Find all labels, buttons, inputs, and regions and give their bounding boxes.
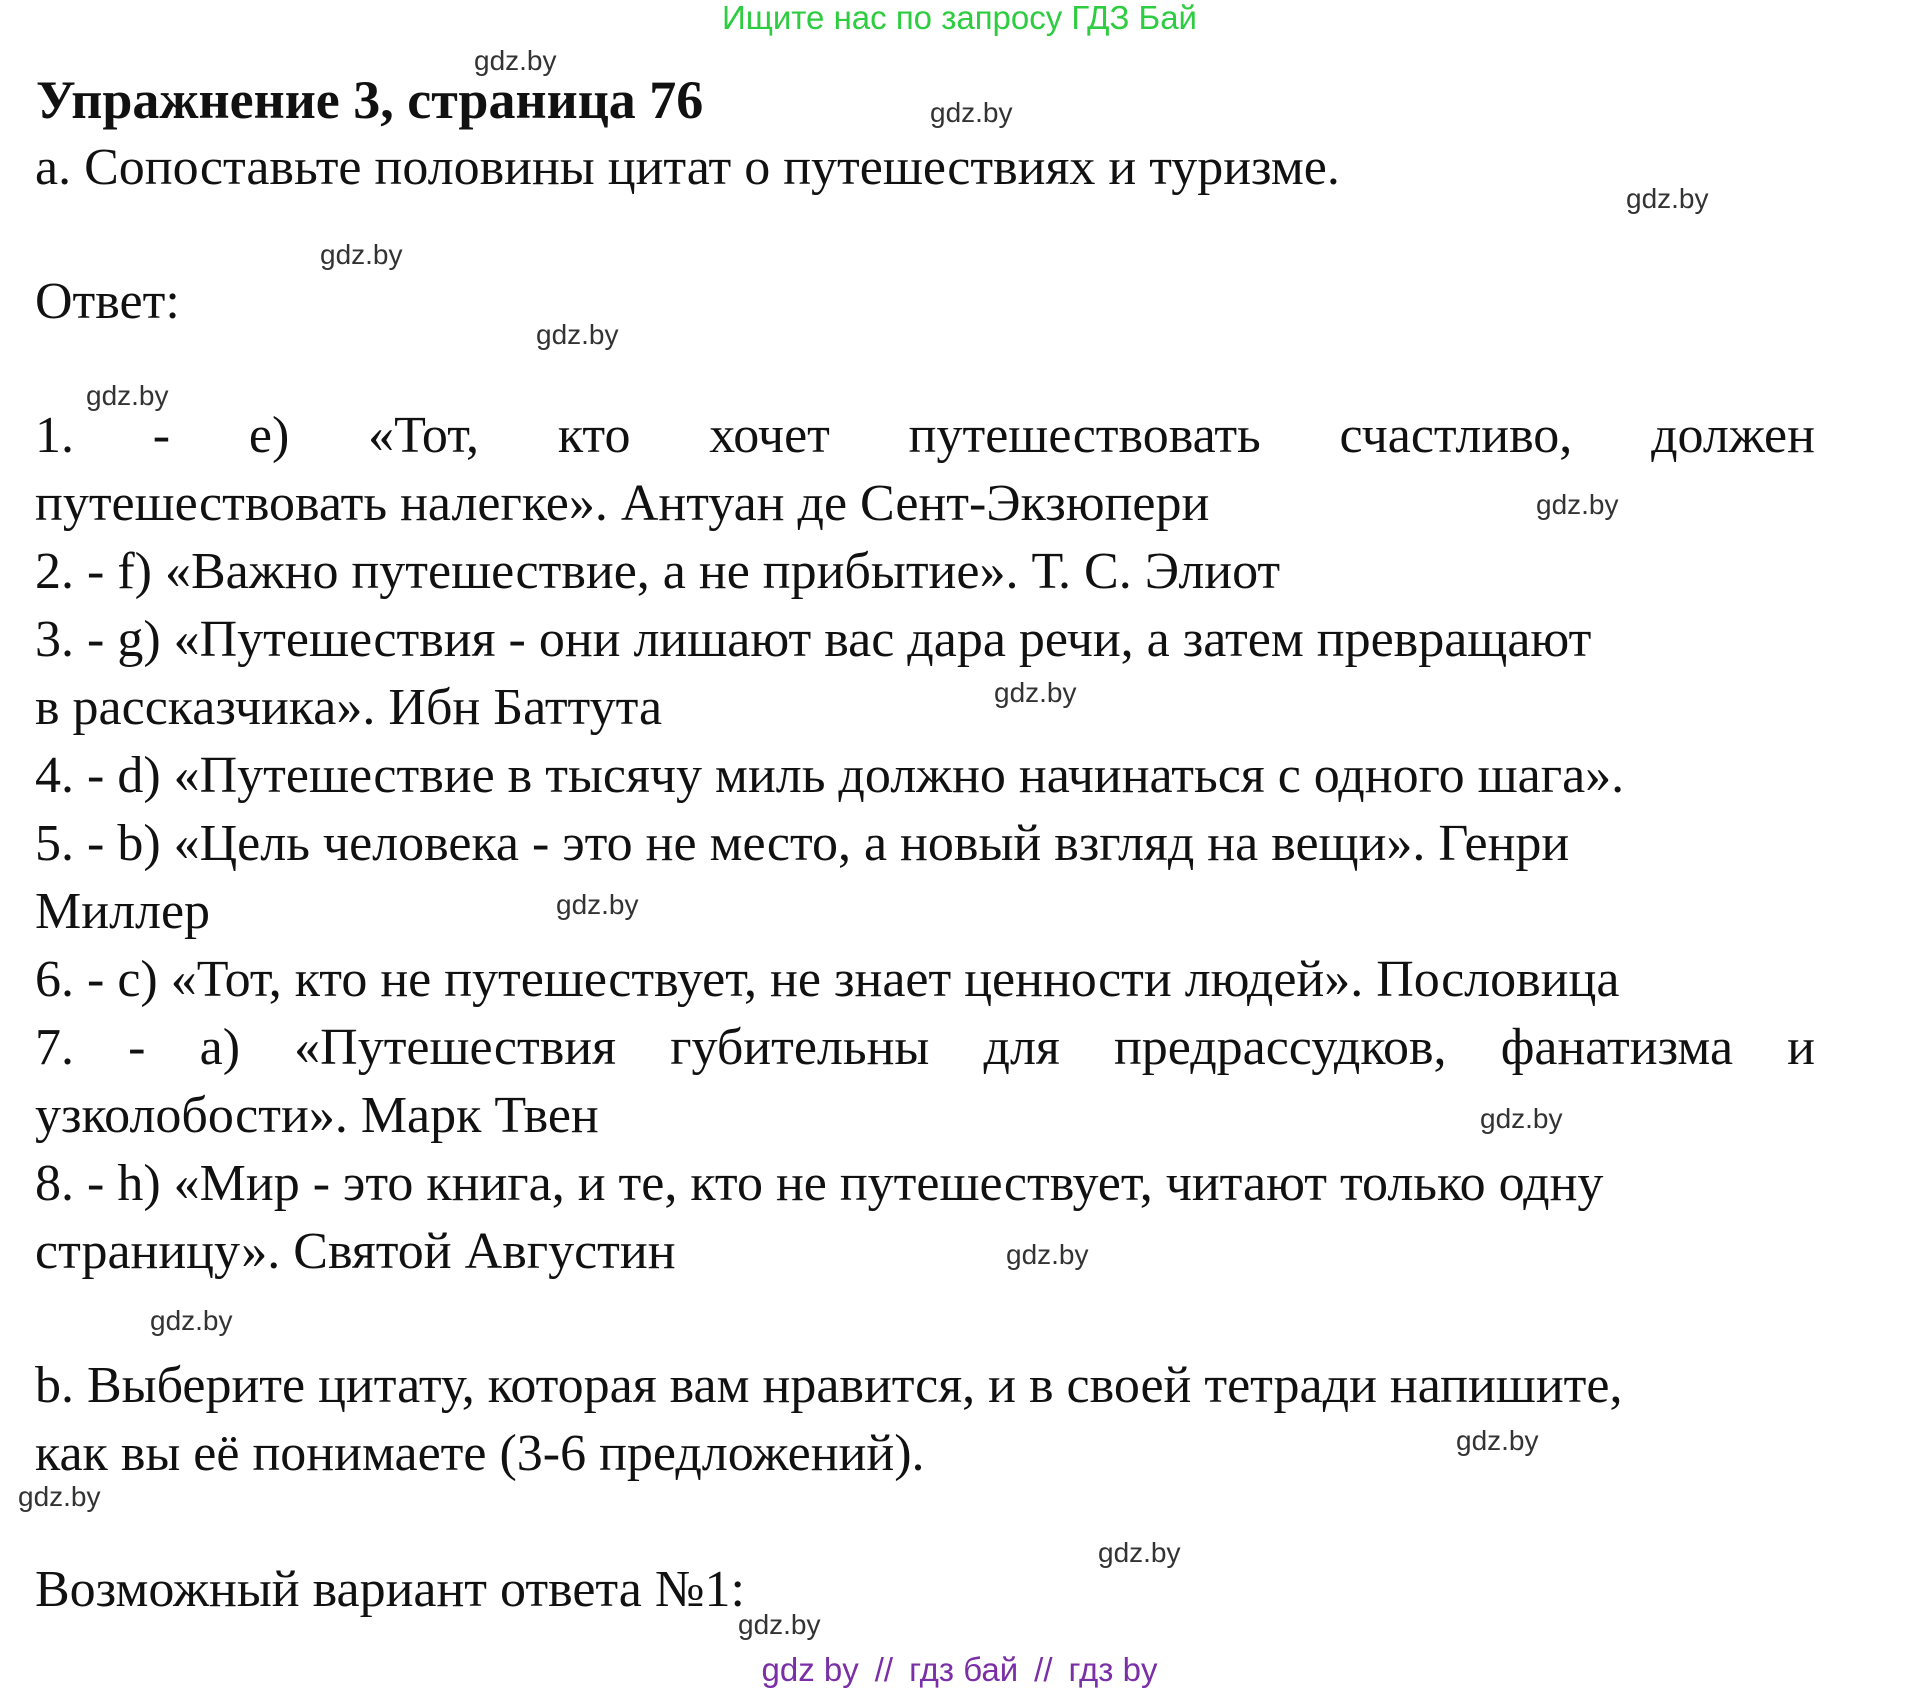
answer-label: Ответ: bbox=[35, 273, 180, 330]
watermark: gdz.by bbox=[930, 97, 1013, 128]
answer-word: - bbox=[128, 1019, 146, 1076]
page-title: Упражнение 3, страница 76 bbox=[36, 70, 704, 130]
answer-word: 7. bbox=[35, 1019, 74, 1076]
watermark: gdz.by bbox=[556, 889, 639, 920]
answer-word: - bbox=[152, 407, 171, 464]
watermark: gdz.by bbox=[86, 380, 169, 411]
answer-7-line-2: узколобости». Марк Твен bbox=[35, 1087, 599, 1144]
answer-word: хочет bbox=[709, 407, 830, 464]
watermark: gdz.by bbox=[1626, 183, 1709, 214]
footer-link-gdz-bai[interactable]: гдз бай bbox=[909, 1651, 1019, 1688]
answer-7-line-1 bbox=[35, 1014, 1815, 1082]
answer-8-line-2: страницу». Святой Августин bbox=[35, 1223, 676, 1280]
variant-label: Возможный вариант ответа №1: bbox=[35, 1561, 745, 1618]
footer-link-gdz-by-2[interactable]: гдз by bbox=[1068, 1651, 1158, 1688]
watermark: gdz.by bbox=[1536, 489, 1619, 520]
watermark: gdz.by bbox=[536, 319, 619, 350]
answer-2: 2. - f) «Важно путешествие, а не прибытие». Т. С. Элиот bbox=[35, 543, 1281, 600]
watermark: gdz.by bbox=[320, 239, 403, 270]
answer-word: должен bbox=[1651, 407, 1815, 464]
footer-separator: // bbox=[1034, 1651, 1053, 1688]
answer-word: предрассудков, bbox=[1113, 1019, 1447, 1076]
watermark: gdz.by bbox=[1006, 1239, 1089, 1270]
footer-links bbox=[0, 1652, 1919, 1688]
answer-word: «Тот, bbox=[368, 407, 480, 464]
watermark: gdz.by bbox=[474, 45, 557, 76]
answer-word: счастливо, bbox=[1339, 407, 1573, 464]
answer-word: путешествовать bbox=[908, 407, 1261, 464]
watermark: gdz.by bbox=[150, 1305, 233, 1336]
answer-word: a) bbox=[199, 1019, 241, 1076]
answer-5-line-2: Миллер bbox=[35, 883, 211, 940]
task-b-line-2: как вы её понимаете (3-6 предложений). bbox=[35, 1425, 925, 1482]
answer-word: e) bbox=[248, 407, 290, 464]
watermark: gdz.by bbox=[738, 1609, 821, 1640]
watermark: gdz.by bbox=[1480, 1103, 1563, 1134]
answer-3-line-1: 3. - g) «Путешествия - они лишают вас дара речи, а затем превращают bbox=[35, 611, 1592, 668]
answer-8-line-1: 8. - h) «Мир - это книга, и те, кто не путешествует, читают только одну bbox=[35, 1155, 1604, 1212]
answer-word: губительны bbox=[670, 1019, 930, 1076]
promo-banner[interactable]: Ищите нас по запросу ГДЗ Бай bbox=[722, 0, 1197, 36]
answer-1-line-1 bbox=[35, 402, 1815, 470]
watermark: gdz.by bbox=[1098, 1537, 1181, 1568]
watermark: gdz.by bbox=[994, 677, 1077, 708]
answer-4: 4. - d) «Путешествие в тысячу миль должно начинаться с одного шага». bbox=[35, 747, 1625, 804]
answer-word: и bbox=[1787, 1019, 1815, 1076]
answer-5-line-1: 5. - b) «Цель человека - это не место, а новый взгляд на вещи». Генри bbox=[35, 815, 1570, 872]
answer-1-line-2: путешествовать налегке». Антуан де Сент-Экзюпери bbox=[35, 475, 1210, 532]
footer-link-gdz-by[interactable]: gdz by bbox=[761, 1651, 859, 1688]
answer-word: «Путешествия bbox=[294, 1019, 617, 1076]
footer-separator: // bbox=[874, 1651, 894, 1688]
watermark: gdz.by bbox=[18, 1481, 101, 1512]
answer-6: 6. - c) «Тот, кто не путешествует, не знает ценности людей». Пословица bbox=[35, 951, 1620, 1008]
answer-3-line-2: в рассказчика». Ибн Баттута bbox=[35, 679, 663, 736]
task-b-line-1: b. Выберите цитату, которая вам нравится, и в своей тетради напишите, bbox=[35, 1357, 1623, 1414]
task-a-text: а. Сопоставьте половины цитат о путешествиях и туризме. bbox=[35, 139, 1340, 196]
answer-word: фанатизма bbox=[1500, 1019, 1734, 1076]
answer-word: 1. bbox=[35, 407, 74, 464]
watermark: gdz.by bbox=[1456, 1425, 1539, 1456]
answer-word: кто bbox=[557, 407, 631, 464]
answer-word: для bbox=[983, 1019, 1060, 1076]
